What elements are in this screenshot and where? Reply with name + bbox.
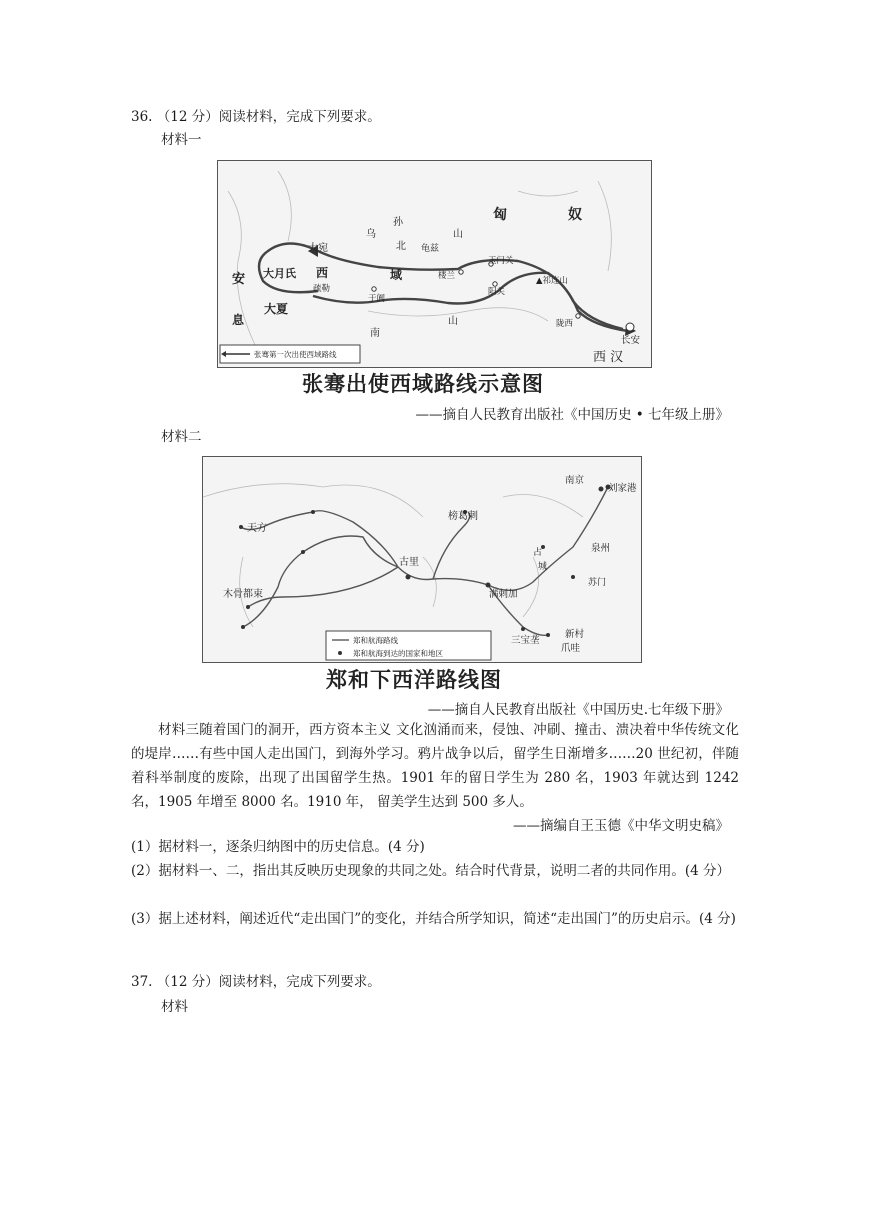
map2-caption: 郑和下西洋路线图: [326, 668, 502, 692]
label-mugudushu: 木骨都束: [223, 589, 263, 600]
label-qilian: ▲祁连山: [536, 276, 569, 286]
label-tianfang: 天方: [247, 523, 267, 534]
label-xiongnu-1: 匈: [493, 207, 507, 223]
label-cheng: 城: [538, 562, 548, 572]
material-1-label: 材料一: [161, 132, 202, 148]
label-yutian: 于阗: [368, 294, 386, 304]
label-yumenguan: 玉门关: [488, 256, 514, 266]
question-36-3: (3）据上述材料，阐述近代“走出国门”的变化，并结合所学知识，简述“走出国门”的历史启示。(4 分): [131, 911, 736, 927]
label-sun: 孙: [393, 217, 403, 228]
material-3-source: ——摘编自王玉德《中华文明史稿》: [513, 818, 729, 834]
question-37-material-label: 材料: [161, 999, 188, 1015]
label-dawan: 大宛: [308, 243, 328, 254]
label-manlajia: 满剌加: [489, 589, 518, 600]
label-an: 安: [232, 272, 246, 287]
map1-caption: 张骞出使西域路线示意图: [302, 372, 544, 396]
label-xihan: 西 汉: [593, 350, 624, 365]
question-36-2: (2）据材料一、二，指出其反映历史现象的共同之处。结合时代背景，说明二者的共同作用。(4 分）: [131, 863, 731, 879]
material-3-text: 材料三随着国门的洞开，西方资本主义 文化汹涌而来，侵蚀、冲刷、撞击、溃决着中华传统文化的堤岸……有些中国人走出国门，到海外学习。鸦片战争以后，留学生日渐增多……20 世纪初，伴随着科举制度的废除，出现了出国留学生热。1901 年的留日学生为 280 名，1903 年就达到 1242 名，1905 年增至 8000 名。1910 年， 留美学生达到 500 多人。: [131, 722, 739, 810]
label-zhan: 占: [533, 548, 543, 558]
label-longxi: 陇西: [556, 319, 574, 329]
map2-source: ——摘自人民教育出版社《中国历史.七年级下册》: [427, 702, 729, 718]
map2-legend-dot: 郑和航海到达的国家和地区: [353, 649, 443, 658]
question-36-title: 36. （12 分）阅读材料，完成下列要求。: [131, 109, 381, 125]
label-xiongnu-2: 奴: [568, 207, 582, 223]
label-changan: 长安: [621, 335, 641, 346]
label-sanbaolong: 三宝垄: [511, 635, 540, 646]
label-daxia: 大夏: [264, 302, 289, 316]
label-nanjing: 南京: [565, 475, 585, 486]
label-shan-2: 山: [448, 316, 458, 327]
label-dayuezhi: 大月氏: [263, 267, 296, 280]
label-guli: 古里: [399, 557, 419, 568]
label-liujiagang: 刘家港: [608, 483, 637, 494]
label-quanzhou: 泉州: [591, 543, 611, 554]
zhang-qian-route-map: [217, 160, 652, 368]
question-37-title: 37. （12 分）阅读材料，完成下列要求。: [131, 974, 381, 990]
label-wu: 乌: [366, 229, 376, 240]
label-shan-1: 山: [453, 229, 463, 240]
label-yangguan: 阳关: [488, 287, 506, 297]
label-xi-2: 息: [232, 313, 245, 327]
material-2-label: 材料二: [161, 429, 202, 445]
label-zhuawa: 爪哇: [561, 643, 581, 654]
map1-source: ——摘自人民教育出版社《中国历史 • 七年级上册》: [415, 407, 729, 423]
map2-legend-line: 郑和航海路线: [353, 636, 398, 645]
label-bangela: 榜葛剌: [448, 511, 478, 522]
label-sumendala: 苏门: [588, 578, 607, 588]
label-guici: 龟兹: [421, 244, 440, 254]
label-bei: 北: [396, 241, 406, 252]
label-shule: 疏勒: [313, 284, 331, 294]
label-xincun: 新村: [565, 629, 585, 640]
zheng-he-voyage-map: [202, 456, 642, 663]
label-nan: 南: [370, 328, 380, 339]
label-xi: 西: [316, 266, 329, 280]
map1-legend: 张骞第一次出使西域路线: [254, 350, 337, 359]
question-36-1: (1）据材料一，逐条归纳图中的历史信息。(4 分): [131, 839, 425, 855]
label-loulan: 楼兰: [438, 271, 456, 281]
label-yu: 域: [390, 268, 403, 282]
